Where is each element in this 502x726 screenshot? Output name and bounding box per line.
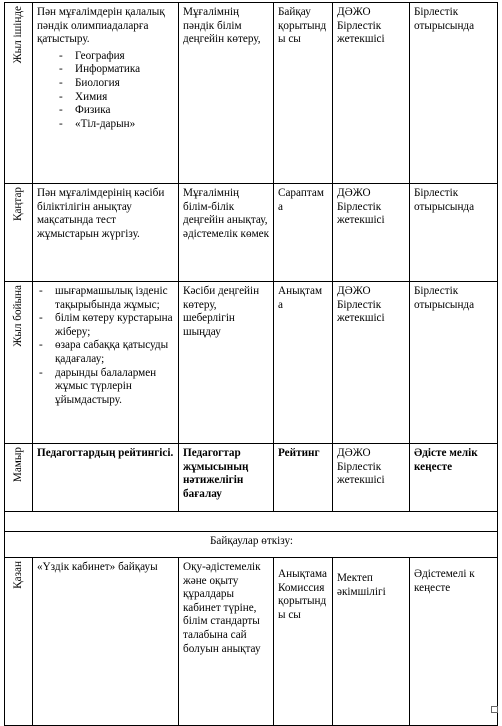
spacer-row (5, 512, 498, 532)
goal-cell: Мұғалімнің білім-білік деңгейін анықтау, әдістемелік көмек (179, 184, 274, 282)
result-cell: Әдістемелі к кеңесте (410, 558, 498, 726)
table-row (5, 282, 498, 444)
task-text: Пән мұғалімдерін қалалық пәндік олимпиадаларға қатыстыру. (37, 6, 165, 46)
task-cell: Педагогтардың рейтингісі. (33, 444, 179, 512)
form-cell: Анықтам а (274, 282, 333, 444)
section-row (5, 532, 498, 558)
table-row (5, 184, 498, 282)
list-item: - дарынды балалармен жұмыс түрлерін ұйымдастыру. (37, 367, 175, 408)
list-item: - шығармашылық ізденіс тақырыбында жұмыс; (37, 285, 175, 312)
period-label: Мамыр (12, 447, 25, 483)
table-row (5, 558, 498, 726)
section-header: Байқаулар өткізу: (5, 532, 498, 558)
list-item: - Биология (75, 77, 175, 91)
responsible-cell: ДӘЖО Бірлестік жетекшісі (333, 3, 410, 184)
result-cell: Әдісте мелік кеңесте (410, 444, 498, 512)
list-item: - Физика (75, 104, 175, 118)
task-cell: «Үздік кабинет» байқауы (33, 558, 179, 726)
list-item: - өзара сабаққа қатысуды қадағалау; (37, 339, 175, 366)
goal-cell: Оқу-әдістемелік және оқыту құралдары кабинет түріне, білім стандарты талабына сай болуын анықтау (179, 558, 274, 726)
responsible-cell: Мектеп әкімшілігі (333, 558, 410, 726)
list-item: - География (75, 50, 175, 64)
goal-cell: Мұғалімнің пәндік білім деңгейін көтеру, (179, 3, 274, 184)
subject-list (37, 50, 175, 132)
task-cell (33, 282, 179, 444)
result-cell: Бірлестік отырысында (410, 282, 498, 444)
goal-cell: Кәсіби деңгейін көтеру, шеберлігін шыңдау (179, 282, 274, 444)
period-label: Жыл бойына (12, 285, 25, 347)
result-cell: Бірлестік отырысында (410, 184, 498, 282)
plan-table (4, 2, 498, 726)
task-cell (33, 3, 179, 184)
goal-cell: Педагогтар жұмысының нәтижелігін бағалау (179, 444, 274, 512)
responsible-cell: ДӘЖО Бірлестік жетекшісі (333, 184, 410, 282)
list-item: - Информатика (75, 63, 175, 77)
period-cell (5, 282, 33, 444)
table-row (5, 444, 498, 512)
period-cell (5, 558, 33, 726)
list-item: - «Тіл-дарын» (75, 118, 175, 132)
task-list (37, 285, 175, 407)
period-cell (5, 3, 33, 184)
period-label: Қазан (12, 561, 25, 589)
task-cell: Пән мұғалімдерінің кәсіби біліктілігін анықтау мақсатында тест жұмыстарын жүргізу. (33, 184, 179, 282)
form-cell: Сараптам а (274, 184, 333, 282)
form-cell: Байқау қорытынды сы (274, 3, 333, 184)
list-item: - білім көтеру курстарына жіберу; (37, 312, 175, 339)
responsible-cell: ДӘЖО Бірлестік жетекшісі (333, 282, 410, 444)
page-anchor-marker (491, 706, 498, 713)
period-label: Жыл ішінде (12, 6, 25, 64)
responsible-cell: ДӘЖО Бірлестік жетекшісі (333, 444, 410, 512)
spacer-cell (5, 512, 498, 532)
list-item: - Химия (75, 91, 175, 105)
table-row (5, 3, 498, 184)
result-cell: Бірлестік отырысында (410, 3, 498, 184)
period-label: Қаңтар (12, 187, 25, 221)
period-cell (5, 184, 33, 282)
form-cell: Рейтинг (274, 444, 333, 512)
period-cell (5, 444, 33, 512)
form-cell: Анықтама Комиссия қорытынды сы (274, 558, 333, 726)
